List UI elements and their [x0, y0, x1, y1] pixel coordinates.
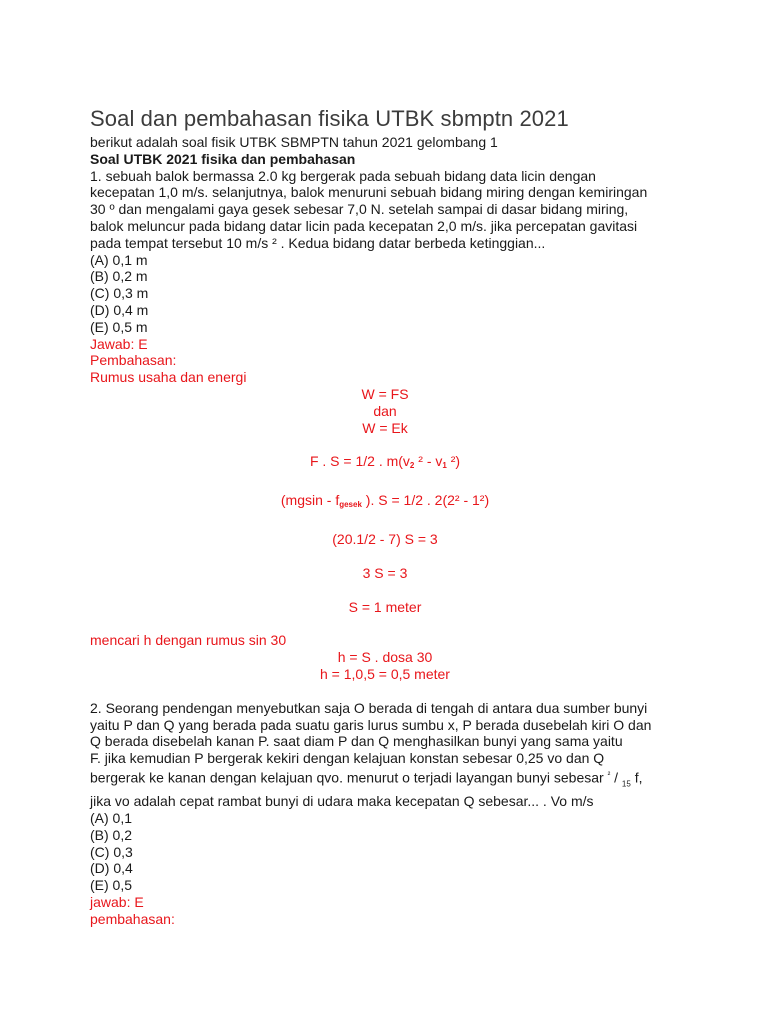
discussion-label: Pembahasan: [90, 352, 177, 369]
question-1 [90, 168, 680, 336]
question-2-line: jika vo adalah cepat rambat bunyi di udara maka kecepatan Q sebesar... . Vo m/s [90, 793, 594, 810]
subscript: 15 [621, 779, 631, 789]
option-d: (D) 0,4 [90, 860, 133, 877]
option-c: (C) 0,3 m [90, 285, 149, 302]
equation: W = FS [361, 385, 409, 402]
option-c: (C) 0,3 [90, 843, 133, 860]
question-1-line: pada tempat tersebut 10 m/s ² . Kedua bidang datar berbeda ketinggian... [90, 234, 546, 251]
equation: h = S . dosa 30 [337, 649, 433, 666]
option-a: (A) 0,1 m [90, 251, 148, 268]
find-h-text: mencari h dengan rumus sin 30 [90, 632, 287, 649]
text-part: bergerak ke kanan dengan kelajuan qvo. menurut o terjadi layangan bunyi sebesar [90, 769, 604, 786]
subscript: gesek [339, 500, 362, 510]
question-2-line: F. jika kemudian P bergerak kekiri dengan kelajuan konstan sebesar 0,25 vo dan Q [90, 750, 605, 767]
answer-text: jawab: E [90, 893, 144, 910]
equation [90, 453, 680, 475]
option-b: (B) 0,2 [90, 826, 133, 843]
option-b: (B) 0,2 m [90, 268, 148, 285]
answer-text: Jawab: E [90, 335, 148, 352]
equation: (20.1/2 - 7) S = 3 [332, 530, 438, 547]
equation: W = Ek [362, 419, 408, 436]
question-1-line: 1. sebuah balok bermassa 2.0 kg bergerak pada sebuah bidang data licin dengan [90, 167, 596, 184]
question-2-line: yaitu P dan Q yang berada pada suatu garis lurus sumbu x, P berada dusebelah kiri O dan [90, 716, 652, 733]
subscript: 2 [409, 461, 415, 471]
option-e: (E) 0,5 m [90, 318, 148, 335]
page-title: Soal dan pembahasan fisika UTBK sbmptn 2021 [90, 106, 569, 131]
equation-part: ²) [446, 453, 461, 470]
text-part: f, [630, 769, 643, 786]
intro-text: berikut adalah soal fisik UTBK SBMPTN tahun 2021 gelombang 1 [90, 134, 498, 150]
equation: h = 1,0,5 = 0,5 meter [320, 665, 450, 682]
section-heading: Soal UTBK 2021 fisika dan pembahasan [90, 150, 356, 167]
question-2-line: Q berada disebelah kanan P. saat diam P dan Q menghasilkan bunyi yang sama yaitu [90, 733, 623, 750]
option-e: (E) 0,5 [90, 877, 133, 894]
question-1-line: kecepatan 1,0 m/s. selanjutnya, balok menuruni sebuah bidang miring dengan kemiringan [90, 184, 648, 201]
option-a: (A) 0,1 [90, 809, 133, 826]
question-1-line: balok meluncur pada bidang datar licin pada kecepatan 2,0 m/s. jika percepatan gavitasi [90, 217, 638, 234]
question-2-line: 2. Seorang pendengan menyebutkan saja O berada di tengah di antara dua sumber bunyi [90, 699, 648, 716]
question-1-line: 30 º dan mengalami gaya gesek sebesar 7,0 N. setelah sampai di dasar bidang miring, [90, 201, 629, 218]
discussion-label: pembahasan: [90, 910, 175, 927]
question-2-line [90, 767, 680, 793]
document-body [90, 106, 680, 928]
text-part: / [610, 769, 622, 786]
equation-part: ). S = 1/2 . 2(2² - 1²) [361, 492, 490, 509]
solution-2 [90, 894, 680, 928]
option-d: (D) 0,4 m [90, 301, 149, 318]
equation: S = 1 meter [348, 598, 422, 615]
formula-heading: Rumus usaha dan energi [90, 369, 247, 386]
question-2 [90, 700, 680, 894]
solution-1 [90, 336, 680, 683]
subscript: 1 [442, 461, 447, 471]
equation-part: ² - v [414, 453, 443, 470]
equation: 3 S = 3 [362, 564, 408, 581]
equation-part: F . S = 1/2 . m(v [309, 453, 410, 470]
equation [90, 492, 680, 514]
equation-part: (mgsin - f [280, 492, 340, 509]
superscript: ² [607, 769, 611, 779]
equation: dan [373, 402, 397, 419]
